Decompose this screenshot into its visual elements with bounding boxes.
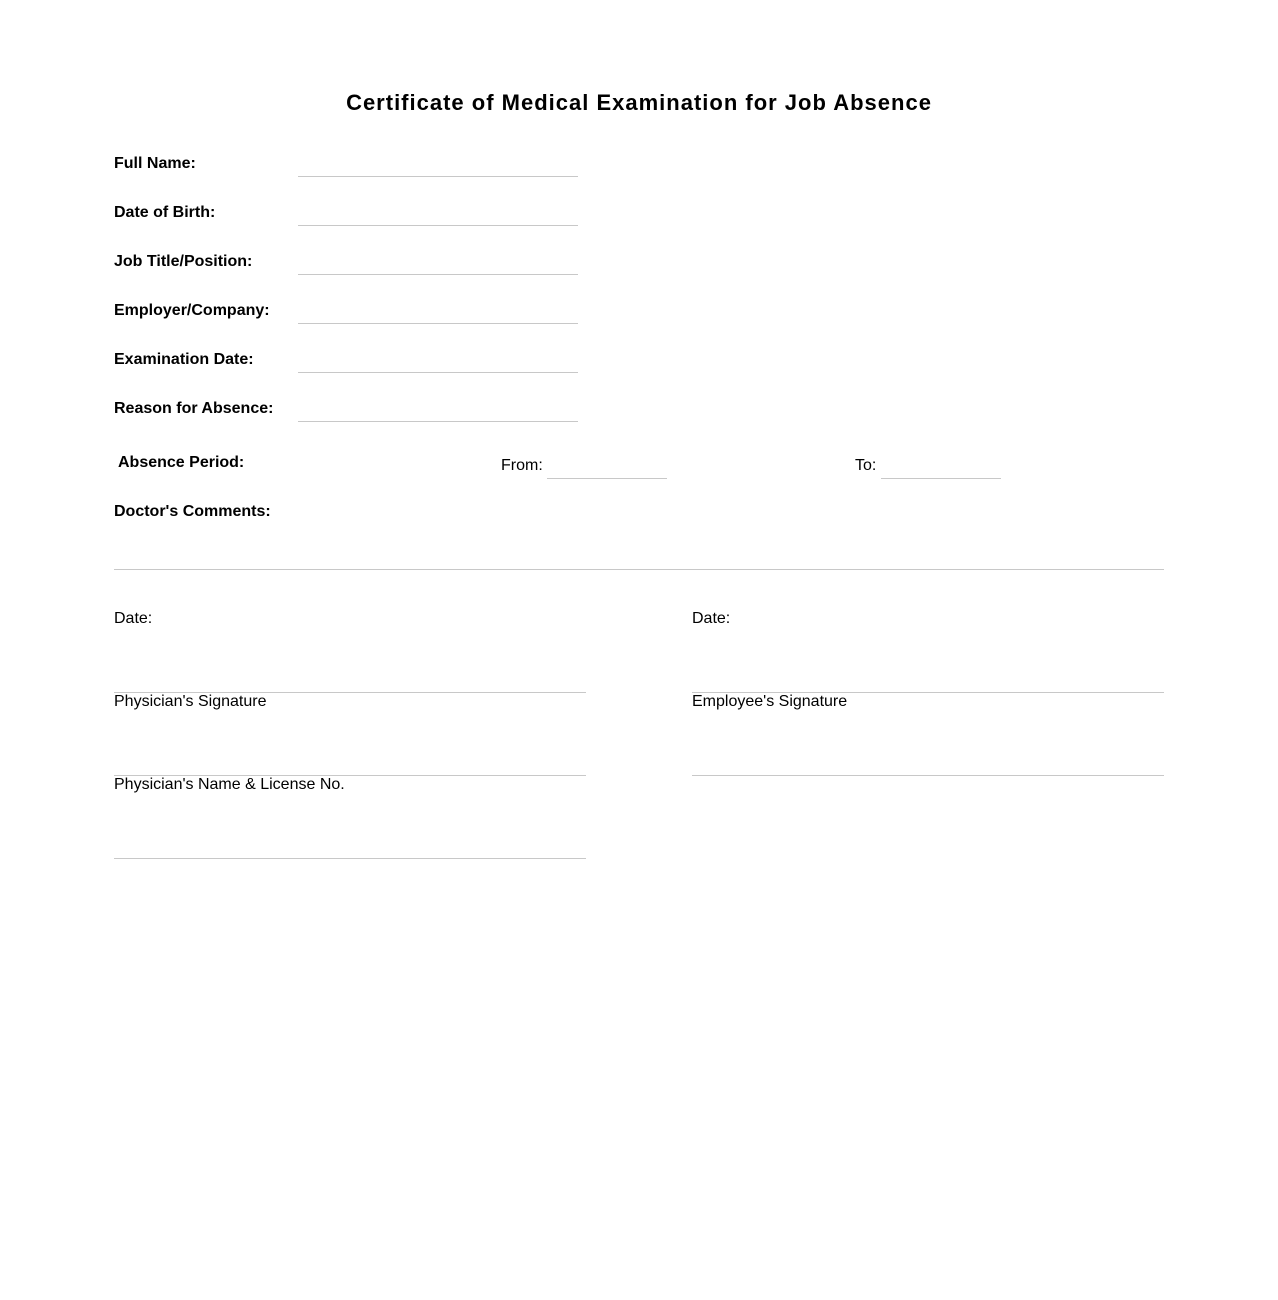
reason-field[interactable] bbox=[298, 421, 578, 422]
physician-signature-label: Physician's Signature bbox=[114, 693, 267, 710]
employee-extra-line[interactable] bbox=[692, 775, 1164, 776]
absence-from-label: From: bbox=[501, 457, 543, 474]
absence-period-label: Absence Period: bbox=[118, 454, 245, 471]
physician-date-label: Date: bbox=[114, 610, 153, 627]
physician-name-license-label: Physician's Name & License No. bbox=[114, 776, 345, 793]
reason-label: Reason for Absence: bbox=[114, 400, 274, 417]
full-name-label: Full Name: bbox=[114, 155, 196, 172]
doctors-comments-label: Doctor's Comments: bbox=[114, 503, 271, 520]
absence-to-label: To: bbox=[855, 457, 877, 474]
examination-date-label: Examination Date: bbox=[114, 351, 254, 368]
date-of-birth-label: Date of Birth: bbox=[114, 204, 216, 221]
employer-field[interactable] bbox=[298, 323, 578, 324]
employer-label: Employer/Company: bbox=[114, 302, 270, 319]
date-of-birth-field[interactable] bbox=[298, 225, 578, 226]
absence-to-field[interactable] bbox=[881, 478, 1001, 479]
full-name-field[interactable] bbox=[298, 176, 578, 177]
employee-date-label: Date: bbox=[692, 610, 731, 627]
job-title-label: Job Title/Position: bbox=[114, 253, 253, 270]
physician-extra-line[interactable] bbox=[114, 858, 586, 859]
examination-date-field[interactable] bbox=[298, 372, 578, 373]
job-title-field[interactable] bbox=[298, 274, 578, 275]
document-title: Certificate of Medical Examination for Job Absence bbox=[346, 90, 932, 115]
absence-from-field[interactable] bbox=[547, 478, 667, 479]
doctors-comments-field[interactable] bbox=[114, 569, 1164, 570]
employee-signature-label: Employee's Signature bbox=[692, 693, 848, 710]
